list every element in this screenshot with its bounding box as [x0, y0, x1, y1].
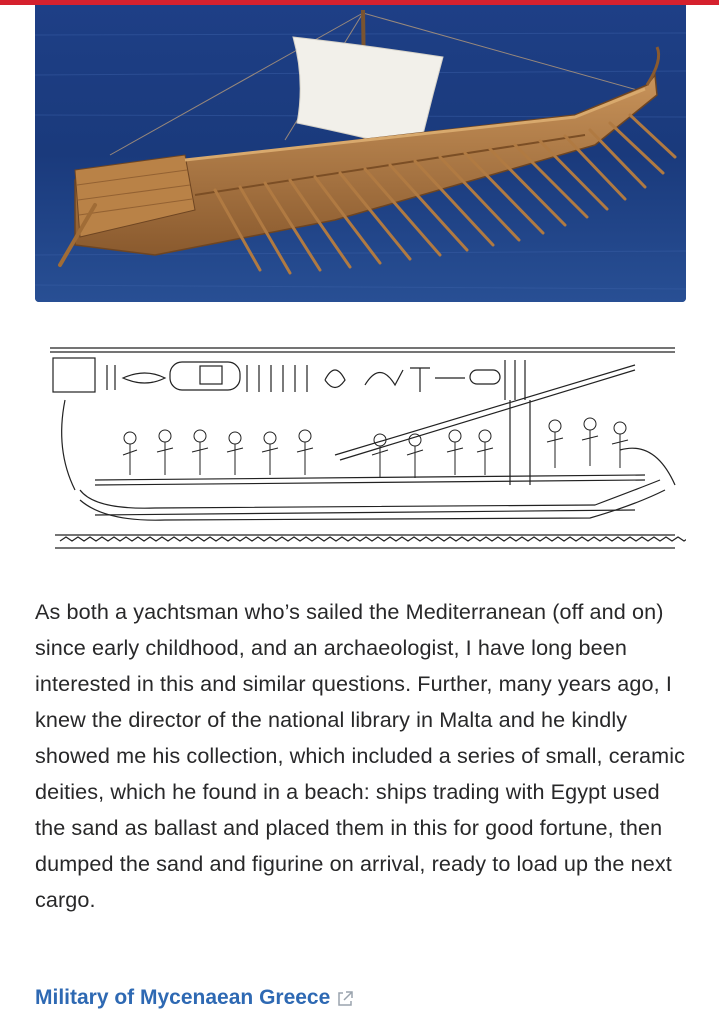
relief-drawing[interactable] [35, 340, 686, 565]
source-link-label: Military of Mycenaean Greece [35, 986, 331, 1009]
external-link-icon [336, 990, 354, 1008]
ship-photo[interactable] [35, 5, 686, 302]
source-link[interactable] [35, 982, 354, 1014]
answer-body-text: As both a yachtsman who’s sailed the Mediterranean (off and on) since early childhood, and an archaeologist, I have long been interested in this and similar questions. Further, many years ago, I knew the director of the national library in Malta and he kindly showed me his collection, which included a series of small, ceramic deities, which he found in a beach: ships trading with Egypt used the sand as ballast and placed them in this for good fortune, then dumped the sand and figurine on arrival, ready to load up the next cargo. [35, 599, 685, 912]
